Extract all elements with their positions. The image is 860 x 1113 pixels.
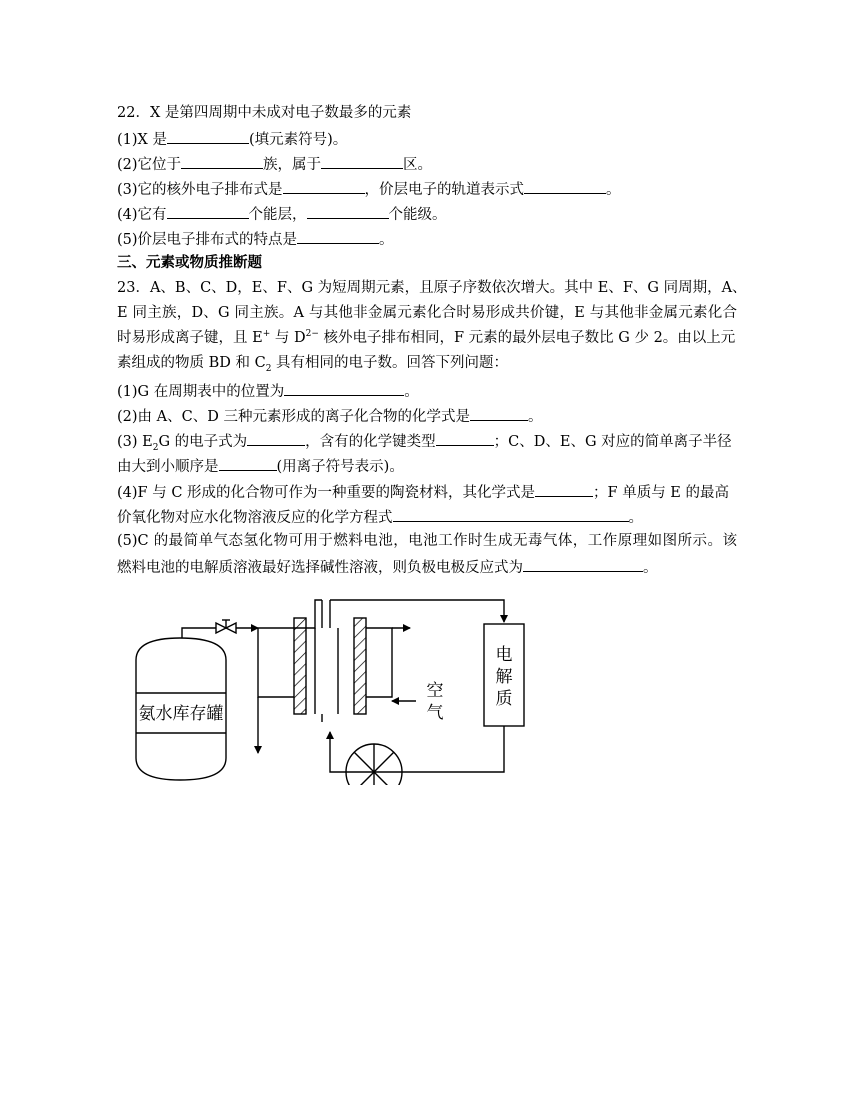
- answer-blank[interactable]: [247, 430, 305, 446]
- feed-pipe: [182, 628, 216, 638]
- q23-stem-text: 时易形成离子键，且 E: [117, 330, 263, 346]
- superscript: +: [262, 329, 271, 340]
- answer-blank[interactable]: [167, 203, 249, 219]
- q22-part4-text-b: 个能层，: [248, 207, 307, 223]
- answer-blank[interactable]: [297, 228, 379, 244]
- answer-blank[interactable]: [181, 153, 263, 169]
- q23-part2-text-b: 。: [527, 409, 543, 425]
- q23-part4: [117, 481, 737, 503]
- q23-stem-text: 与 D: [270, 330, 306, 346]
- air-label-2: 气: [426, 703, 444, 723]
- q23-stem-text: 具有相同的电子数。回答下列问题：: [271, 355, 509, 371]
- q23-part4-text-c: 价氧化物对应水化物溶液反应的化学方程式: [117, 510, 393, 526]
- q23-part5-text-b: 燃料电池的电解质溶液最好选择碱性溶液，则负极电极反应式为: [117, 560, 523, 576]
- q23-part3-text-c: ，含有的化学键类型: [305, 434, 436, 450]
- subscript: 2: [152, 442, 159, 453]
- answer-blank[interactable]: [523, 556, 643, 572]
- q23-part5-cont: [117, 556, 737, 578]
- answer-blank[interactable]: [219, 455, 277, 471]
- q23-stem-line4: [117, 353, 737, 373]
- answer-blank[interactable]: [283, 178, 365, 194]
- q22-part2: [117, 153, 737, 175]
- q22-part2-text-b: 族，属于: [263, 157, 322, 173]
- answer-blank[interactable]: [393, 506, 629, 522]
- q23-part3-text-b: G 的电子式为: [158, 434, 248, 450]
- electrolyte-label-2: 解: [495, 667, 513, 687]
- subscript: 2: [265, 363, 272, 374]
- return-wire: [402, 726, 504, 772]
- q22-part1: [117, 128, 737, 150]
- tank-label: 氨水库存罐: [138, 704, 224, 724]
- q23-part3: [117, 430, 737, 452]
- answer-blank[interactable]: [307, 203, 389, 219]
- q23-part4-text-b: ；F 单质与 E 的最高: [593, 485, 730, 501]
- q22-part4-text-c: 个能级。: [388, 207, 447, 223]
- q22-part2-text-c: 区。: [403, 157, 433, 173]
- q23-part3-text-a: (3) E: [117, 434, 153, 450]
- q23-part2: [117, 405, 737, 427]
- q23-part3-text-d: ；C、D、E、G 对应的简单离子半径: [493, 434, 732, 450]
- q22-part3-text-b: ，价层电子的轨道表示式: [364, 182, 525, 198]
- anode-electrode: [294, 618, 306, 714]
- answer-blank[interactable]: [535, 481, 593, 497]
- q23-part4-text-a: (4)F 与 C 形成的化合物可作为一种重要的陶瓷材料，其化学式是: [117, 485, 536, 501]
- electrolyte-label-3: 质: [495, 689, 513, 709]
- q23-part3-text-e: 由大到小顺序是: [117, 459, 219, 475]
- q23-part3-text-f: (用离子符号表示)。: [276, 459, 404, 475]
- q23-part1-text-a: (1)G 在周期表中的位置为: [117, 384, 285, 400]
- q23-stem-line2: E 同主族，D、G 同主族。A 与其他非金属元素化合时易形成共价键，E 与其他非金属元素化合: [117, 305, 737, 321]
- answer-blank[interactable]: [284, 380, 404, 396]
- q23-part4-text-d: 。: [628, 510, 643, 526]
- q23-part5: (5)C 的最简单气态氢化物可用于燃料电池，电池工作时生成无毒气体，工作原理如图所示。该: [117, 533, 737, 549]
- q23-stem-text: 素组成的物质 BD 和 C: [117, 355, 266, 371]
- answer-blank[interactable]: [470, 405, 528, 421]
- answer-blank[interactable]: [167, 128, 249, 144]
- fuel-cell-diagram: [130, 590, 530, 785]
- air-label-1: 空: [426, 681, 444, 701]
- answer-blank[interactable]: [321, 153, 403, 169]
- q23-part3-cont: [117, 455, 737, 477]
- q22-part2-text-a: (2)它位于: [117, 157, 182, 173]
- q22-part3: [117, 178, 737, 200]
- q22-part5: [117, 228, 737, 250]
- q22-part5-text-a: (5)价层电子排布式的特点是: [117, 232, 298, 248]
- q23-stem-text: 核外电子排布相同，F 元素的最外层电子数比 G 少 2。由以上元: [318, 330, 736, 346]
- q22-part4-text-a: (4)它有: [117, 207, 167, 223]
- q22-part1-text-a: (1)X 是: [117, 132, 167, 148]
- q23-stem-line1: 23．A、B、C、D，E、F、G 为短周期元素，且原子序数依次增大。其中 E、F、G 同周期，A、: [117, 280, 747, 296]
- q22-stem: 22．X 是第四周期中未成对电子数最多的元素: [117, 105, 412, 121]
- cathode-chamber: [366, 628, 392, 697]
- q23-part2-text-a: (2)由 A、C、D 三种元素形成的离子化合物的化学式是: [117, 409, 470, 425]
- electrolyte-label-1: 电: [495, 645, 513, 665]
- section-title: 三、元素或物质推断题: [117, 254, 262, 271]
- anode-chamber: [258, 628, 294, 697]
- cathode-electrode: [354, 618, 366, 714]
- superscript: 2−: [305, 329, 319, 340]
- q23-part1-text-b: 。: [404, 384, 419, 400]
- q22-part5-text-b: 。: [379, 232, 394, 248]
- q23-part4-cont: [117, 506, 737, 528]
- answer-blank[interactable]: [436, 430, 494, 446]
- q22-part1-text-b: (填元素符号)。: [248, 132, 348, 148]
- q22-part3-text-a: (3)它的核外电子排布式是: [117, 182, 283, 198]
- answer-blank[interactable]: [524, 178, 606, 194]
- q22-part4: [117, 203, 737, 225]
- q23-part1: [117, 380, 737, 402]
- q23-part5-text-c: 。: [643, 560, 658, 576]
- q22-part3-text-c: 。: [606, 182, 621, 198]
- q23-stem-line3: [117, 328, 737, 348]
- pump-return-wire: [330, 732, 346, 772]
